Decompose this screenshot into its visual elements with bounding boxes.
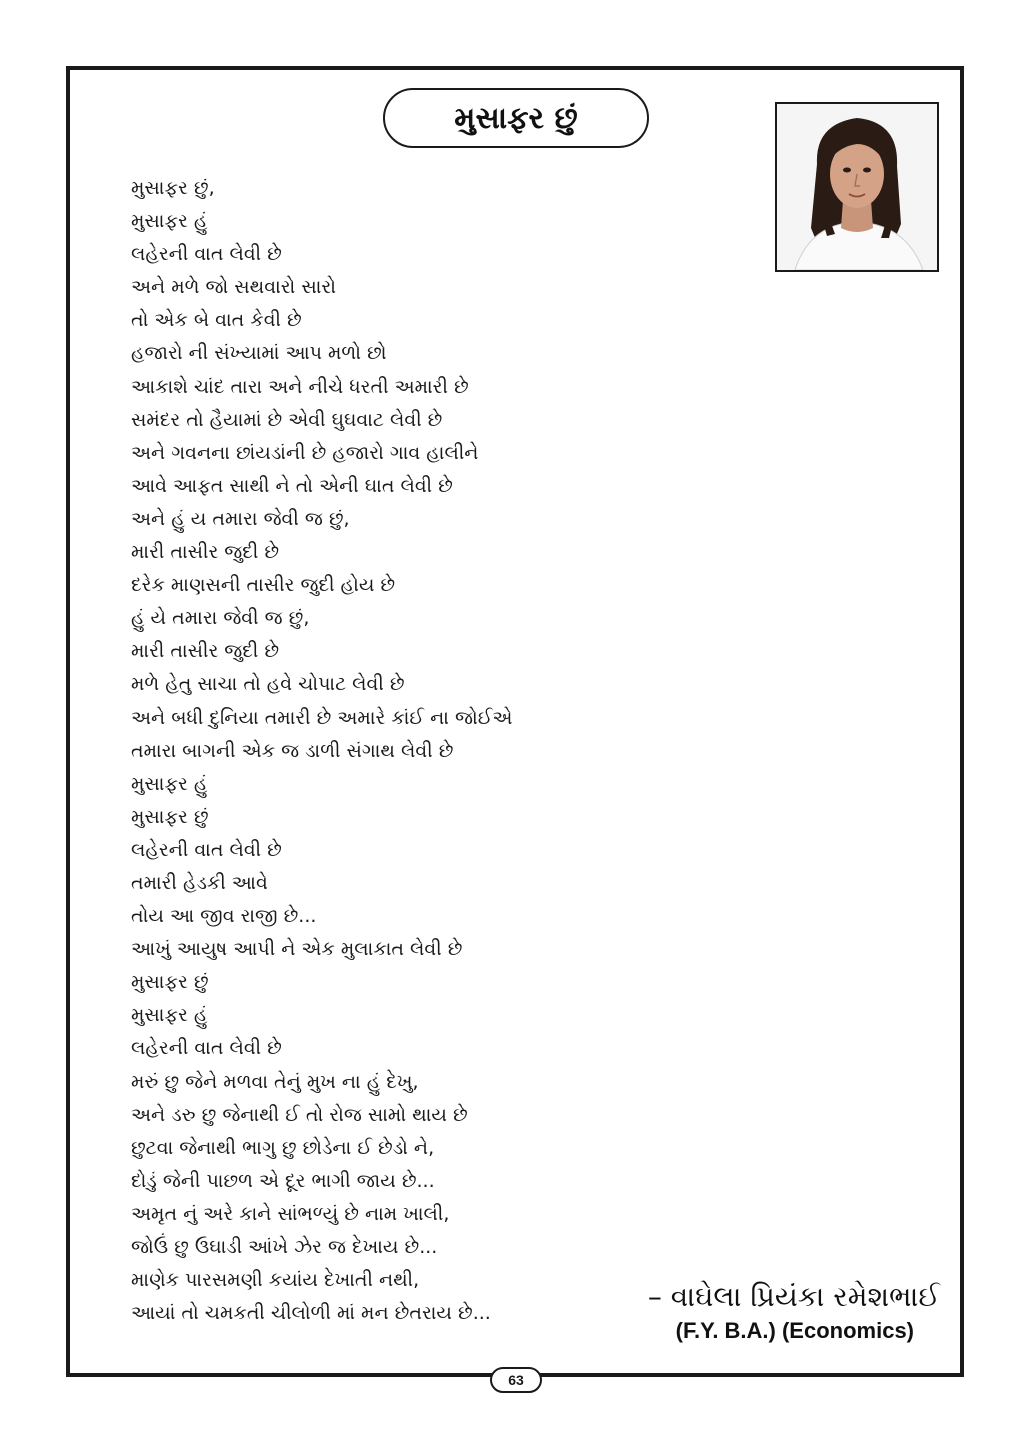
poem-line: દરેક માણસની તાસીર જુદી હોય છે	[131, 574, 396, 597]
poem-line: મુસાફર હું	[131, 772, 208, 795]
poem-line: અને ગવનના છાંયડાંની છે હજારો ગાવ હાલીને	[131, 441, 479, 464]
poem-line: તમારા બાગની એક જ ડાળી સંગાથ લેવી છે	[131, 739, 454, 762]
poem-line: અને મળે જો સથવારો સારો	[131, 276, 336, 299]
poem-line: આખું આયુષ આપી ને એક મુલાકાત લેવી છે	[131, 938, 463, 961]
poem-line: તમારી હેડકી આવે	[131, 871, 268, 894]
poem-line: તોય આ જીવ રાજી છે...	[131, 905, 317, 928]
poem-line: દોડું જેની પાછળ એ દૂર ભાગી જાય છે...	[131, 1169, 435, 1192]
poem-line: મારી તાસીર જુદી છે	[131, 541, 280, 564]
poem-line: મરું છુ જેને મળવા તેનું મુખ ના હું દેખુ,	[131, 1070, 419, 1093]
poem-line: અને હું ય તમારા જેવી જ છું,	[131, 507, 350, 530]
poem-body	[131, 172, 601, 1330]
poem-line: હું યે તમારા જેવી જ છું,	[131, 607, 310, 630]
poem-line: તો એક બે વાત કેવી છે	[131, 309, 302, 332]
poem-line: લહેરની વાત લેવી છે	[131, 243, 282, 266]
poem-line: આવે આફત સાથી ને તો એની ઘાત લેવી છે	[131, 474, 453, 497]
author-name: – વાઘેલા પ્રિયંકા રમેશભાઈ	[647, 1280, 940, 1313]
poem-line: મુસાફર છું	[131, 805, 209, 828]
poem-line: હજારો ની સંખ્યામાં આપ મળો છો	[131, 342, 387, 365]
poem-line: આયાં તો ચમકતી ચીલોળી માં મન છેતરાય છે...	[131, 1302, 491, 1325]
poem-line: લહેરની વાત લેવી છે	[131, 1037, 282, 1060]
author-course: (F.Y. B.A.) (Economics)	[675, 1318, 914, 1343]
poem-line: મુસાફર હું	[131, 1004, 208, 1027]
poem-line: અમૃત નું અરે કાને સાંભળ્યું છે નામ ખાલી,	[131, 1202, 450, 1225]
poem-line: છુટવા જેનાથી ભાગુ છુ છોડેના ઈ છેડો ને,	[131, 1136, 435, 1159]
page-number: 63	[490, 1367, 542, 1393]
poem-line: જોઉં છુ ઉઘાડી આંખે ઝેર જ દેખાય છે...	[131, 1236, 438, 1258]
poem-line: મુસાફર હું	[131, 210, 208, 233]
poem-line: આકાશે ચાંદ તારા અને નીચે ધરતી અમારી છે	[131, 375, 469, 398]
poem-line: મુસાફર છું,	[131, 177, 215, 199]
poem-line: મુસાફર છું	[131, 971, 209, 994]
poem-line: સમંદર તો હૈયામાં છે એવી ઘુઘવાટ લેવી છે	[131, 408, 443, 431]
portrait-image	[777, 104, 937, 270]
author-photo	[775, 102, 939, 272]
poem-line: મારી તાસીર જુદી છે	[131, 640, 280, 663]
poem-line: લહેરની વાત લેવી છે	[131, 838, 282, 861]
poem-line: અને ડરુ છુ જેનાથી ઈ તો રોજ સામો થાય છે	[131, 1103, 468, 1126]
poem-line: અને બધી દુનિયા તમારી છે અમારે કાંઈ ના જોઈએ	[131, 706, 513, 729]
poem-line: મળે હેતુ સાચા તો હવે ચોપાટ લેવી છે	[131, 673, 405, 696]
poem-title: મુસાફર છું	[383, 88, 649, 148]
poem-line: માણેક પારસમણી કયાંય દેખાતી નથી,	[131, 1269, 420, 1292]
